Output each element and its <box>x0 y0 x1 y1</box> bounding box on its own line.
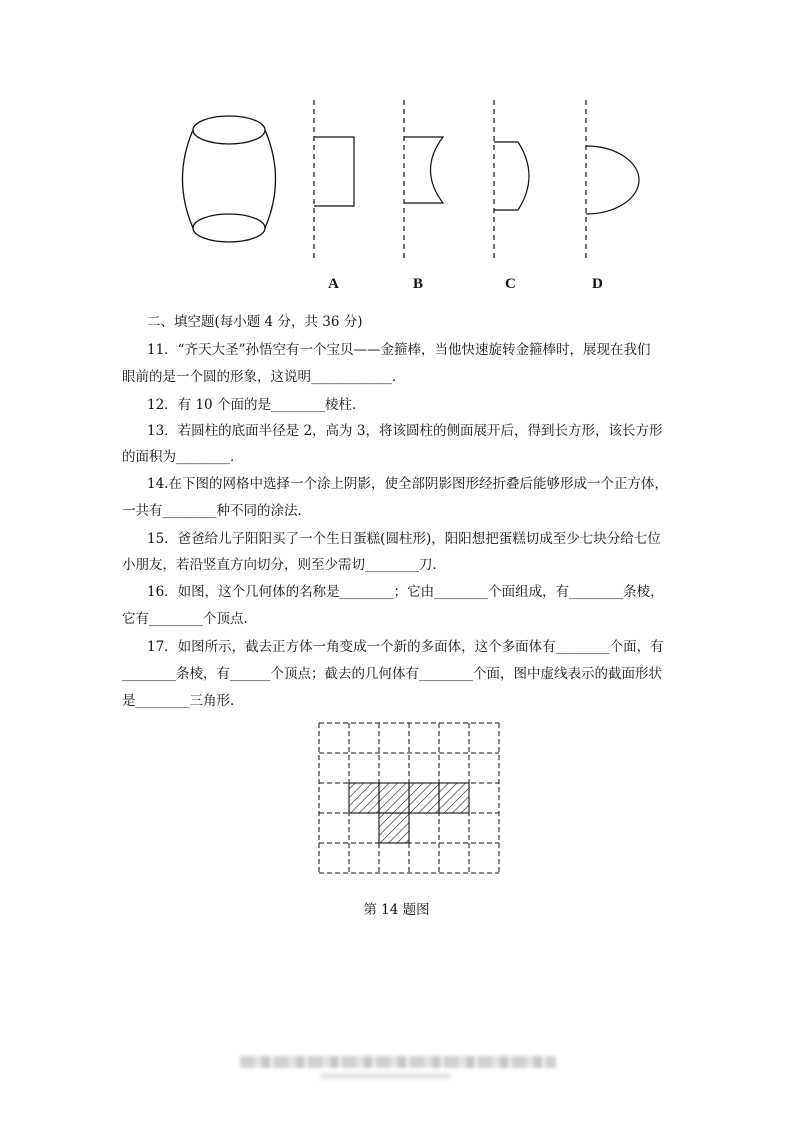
choice-label-c: C <box>505 276 516 292</box>
option-d-shape <box>586 100 639 262</box>
question-15-line-1: 15．爸爸给儿子阳阳买了一个生日蛋糕(圆柱形)，阳阳想把蛋糕切成至少七块分给七位 <box>147 531 661 547</box>
choice-label-d: D <box>592 276 603 292</box>
barrel-solid <box>183 116 276 242</box>
question-13-line-1: 13．若圆柱的底面半径是 2，高为 3，将该圆柱的侧面展开后，得到长方形，该长方形 <box>147 423 663 439</box>
question-17-line-3: 是________三角形． <box>122 693 244 709</box>
choice-label-b: B <box>413 276 424 292</box>
question-15-line-2: 小朋友，若沿竖直方向切分，则至少需切________刀． <box>122 557 446 573</box>
option-b-shape <box>404 100 443 262</box>
top-figure <box>0 0 793 300</box>
shaded-cell <box>379 813 409 843</box>
choice-label-a: A <box>328 276 339 292</box>
shaded-cell <box>409 783 439 813</box>
section-heading: 二、填空题(每小题 4 分，共 36 分) <box>147 314 363 330</box>
shaded-cell <box>439 783 469 813</box>
option-a-shape <box>314 100 354 262</box>
question-13-line-2: 的面积为________． <box>122 449 244 465</box>
blurred-footer <box>240 1056 556 1068</box>
shaded-cell <box>379 783 409 813</box>
grid-lines <box>319 723 499 873</box>
option-c-shape <box>494 100 529 262</box>
question-14-line-2: 一共有________种不同的涂法． <box>122 503 311 519</box>
question-11-line-2: 眼前的是一个圆的形象，这说明____________． <box>122 369 406 385</box>
figure-caption: 第 14 题图 <box>363 902 430 918</box>
shaded-cell <box>349 783 379 813</box>
question-14-grid <box>316 720 502 878</box>
question-16-line-1: 16．如图，这个几何体的名称是________；它由________个面组成，有________条棱， <box>147 584 664 600</box>
question-11-line-1: 11．“齐天大圣”孙悟空有一个宝贝——金箍棒，当他快速旋转金箍棒时，展现在我们 <box>147 342 651 358</box>
question-17-line-2: ________条棱，有______个顶点；截去的几何体有________个面，图中虚线表示的截面形状 <box>122 666 662 682</box>
question-16-line-2: 它有________个顶点． <box>122 611 257 627</box>
question-12: 12．有 10 个面的是________棱柱． <box>147 397 366 413</box>
question-17-line-1: 17．如图所示，截去正方体一角变成一个新的多面体，这个多面体有________个面，有 <box>147 639 664 655</box>
question-14-line-1: 14.在下图的网格中选择一个涂上阴影，使全部阴影图形经折叠后能够形成一个正方体， <box>147 476 668 492</box>
blurred-footer-sub <box>320 1073 450 1079</box>
